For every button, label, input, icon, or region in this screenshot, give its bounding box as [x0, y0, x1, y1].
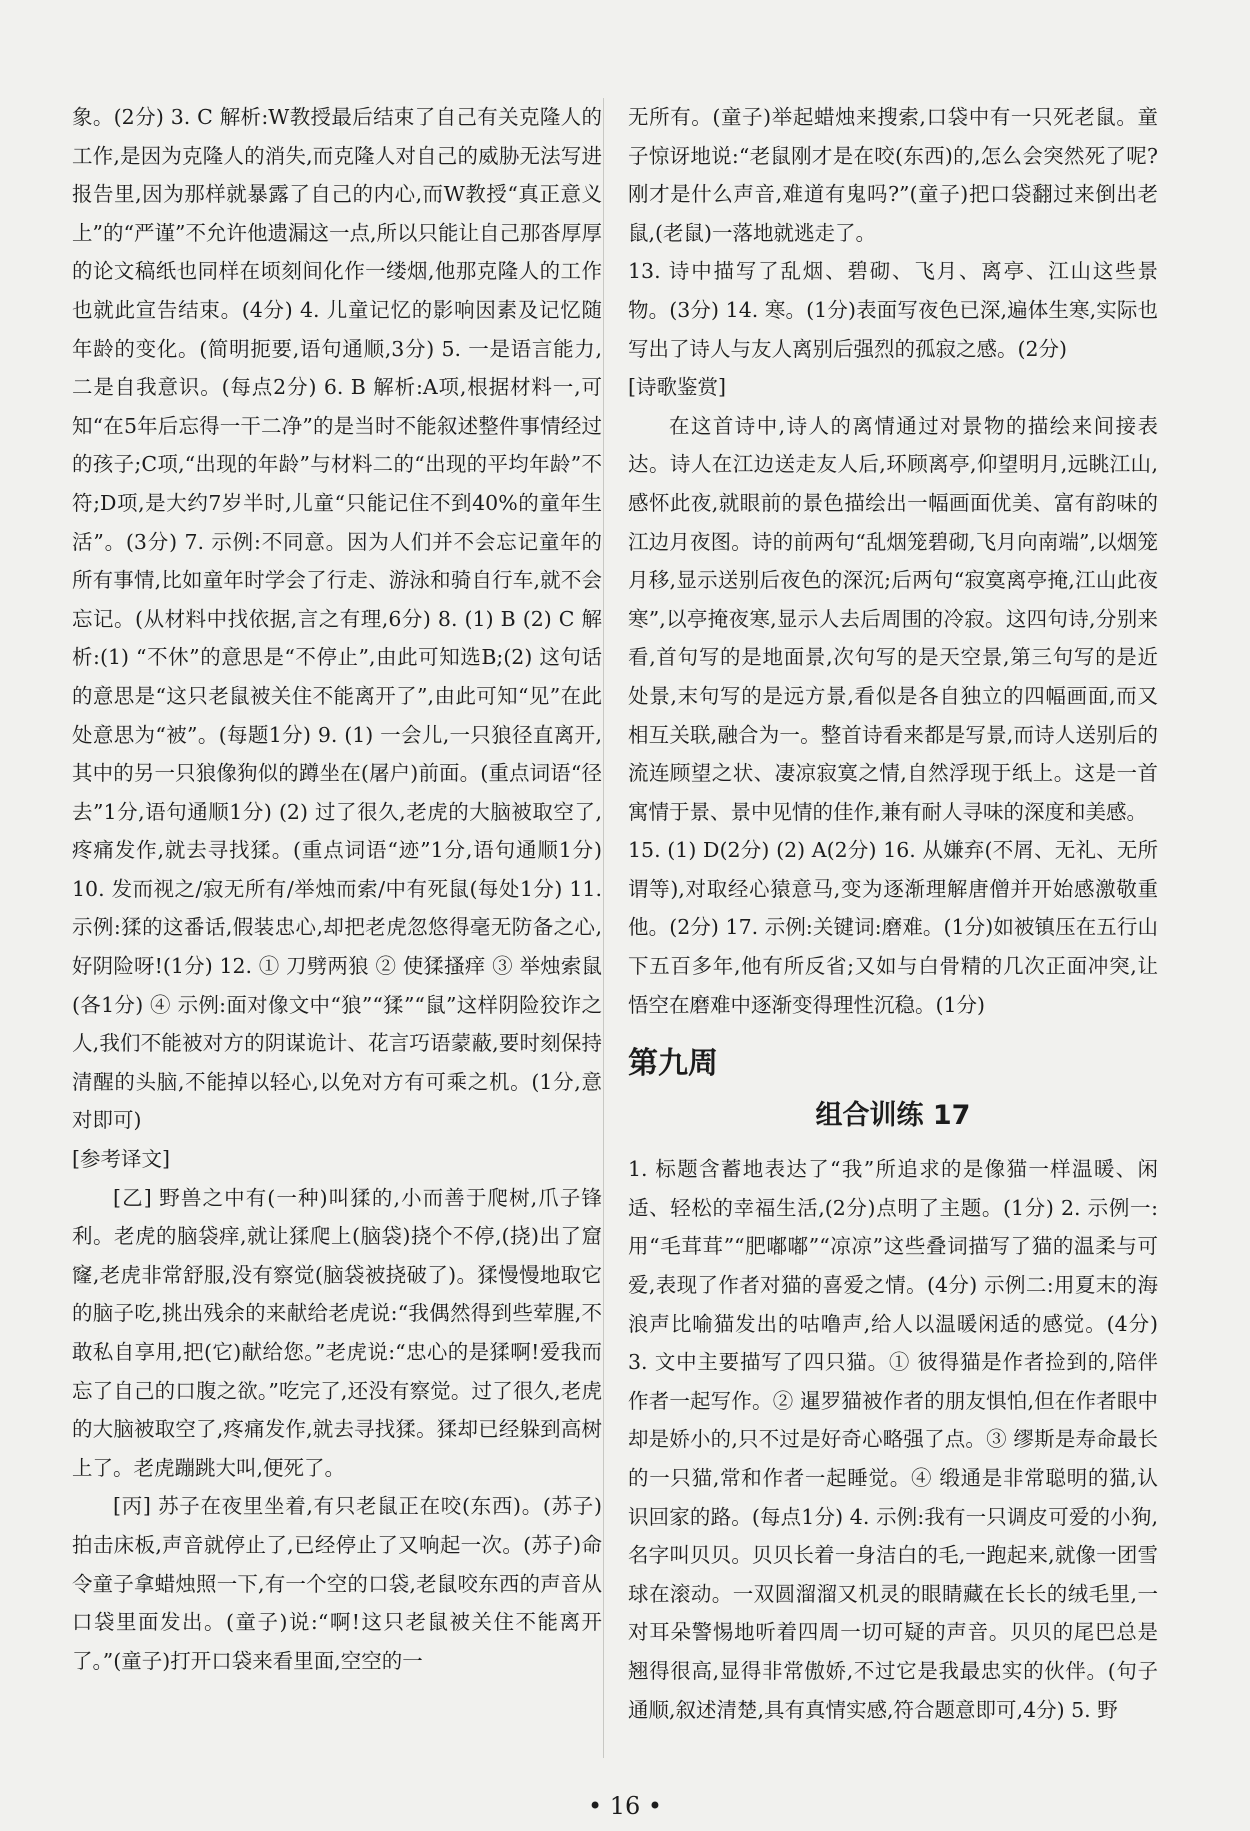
- answers-15-17: 15. (1) D(2分) (2) A(2分) 16. 从嫌弃(不屑、无礼、无所谓等),对取经心猿意马,变为逐渐理解唐僧并开始感激敬重他。(2分) 17. 示例:关键词:磨难。(1分)如被镇压在五行山下五百多年,他有所反省;又如与白骨精的几次正面冲突,让悟空在磨难中逐渐变得理性沉稳。(1分): [628, 838, 1158, 1017]
- week-title: 第九周: [628, 1046, 718, 1082]
- page-number: • 16 •: [587, 1792, 663, 1820]
- translation-c-paragraph: [丙] 苏子在夜里坐着,有只老鼠正在咬(东西)。(苏子)拍击床板,声音就停止了,已经停止了又响起一次。(苏子)命令童子拿蜡烛照一下,有一个空的口袋,老鼠咬东西的声音从口袋里面发出。(童子)说:“啊!这只老鼠被关住不能离开了。”(童子)打开口袋来看里面,空空的一: [72, 1494, 602, 1673]
- translation-c-continued: 无所有。(童子)举起蜡烛来搜索,口袋中有一只死老鼠。童子惊讶地说:“老鼠刚才是在咬(东西)的,怎么会突然死了呢?刚才是什么声音,难道有鬼吗?”(童子)把口袋翻过来倒出老鼠,(老鼠)一落地就逃走了。: [628, 105, 1158, 245]
- poetry-appreciation: 在这首诗中,诗人的离情通过对景物的描绘来间接表达。诗人在江边送走友人后,环顾离亭,仰望明月,远眺江山,感怀此夜,就眼前的景色描绘出一幅画面优美、富有韵味的江边月夜图。诗的前两句“乱烟笼碧砌,飞月向南端”,以烟笼月移,显示送别后夜色的深沉;后两句“寂寞离亭掩,江山此夜寒”,以亭掩夜寒,显示人去后周围的冷寂。这四句诗,分别来看,首句写的是地面景,次句写的是天空景,第三句写的是近处景,末句写的是远方景,看似是各自独立的四幅画面,而又相互关联,融合为一。整首诗看来都是写景,而诗人送别后的流连顾望之状、凄凉寂寞之情,自然浮现于纸上。这是一首寓情于景、景中见情的佳作,兼有耐人寻味的深度和美感。: [628, 413, 1158, 824]
- poetry-label: [诗歌鉴赏]: [628, 375, 726, 400]
- right-column: [628, 98, 1158, 1729]
- answers-13-14: 13. 诗中描写了乱烟、碧砌、飞月、离亭、江山这些景物。(3分) 14. 寒。(1分)表面写夜色已深,遍体生寒,实际也写出了诗人与友人离别后强烈的孤寂之感。(2分): [628, 259, 1158, 361]
- translation-label: [参考译文]: [72, 1147, 170, 1172]
- answers-paragraph: 象。(2分) 3. C 解析:W教授最后结束了自己有关克隆人的工作,是因为克隆人的消失,而克隆人对自己的威胁无法写进报告里,因为那样就暴露了自己的内心,而W教授“真正意义上”的“严谨”不允许他遗漏这一点,所以只能让自己那沓厚厚的论文稿纸也同样在顷刻间化作一缕烟,他那克隆人的工作也就此宣告结束。(4分) 4. 儿童记忆的影响因素及记忆随年龄的变化。(简明扼要,语句通顺,3分) 5. 一是语言能力,二是自我意识。(每点2分) 6. B 解析:A项,根据材料一,可知“在5年后忘得一干二净”的是当时不能叙述整件事情经过的孩子;C项,“出现的年龄”与材料二的“出现的平均年龄”不符;D项,是大约7岁半时,儿童“只能记住不到40%的童年生活”。(3分) 7. 示例:不同意。因为人们并不会忘记童年的所有事情,比如童年时学会了行走、游泳和骑自行车,就不会忘记。(从材料中找依据,言之有理,6分) 8. (1) B (2) C 解析:(1) “不休”的意思是“不停止”,由此可知选B;(2) 这句话的意思是“这只老鼠被关住不能离开了”,由此可知“见”在此处意思为“被”。(每题1分) 9. (1) 一会儿,一只狼径直离开,其中的另一只狼像狗似的蹲坐在(屠户)前面。(重点词语“径去”1分,语句通顺1分) (2) 过了很久,老虎的大脑被取空了,疼痛发作,就去寻找猱。(重点词语“迹”1分,语句通顺1分) 10. 发而视之/寂无所有/举烛而索/中有死鼠(每处1分) 11. 示例:猱的这番话,假装忠心,却把老虎忽悠得毫无防备之心,好阴险呀!(1分) 12. ① 刀劈两狼 ② 使猱搔痒 ③ 举烛索鼠(各1分) ④ 示例:面对像文中“狼”“猱”“鼠”这样阴险狡诈之人,我们不能被对方的阴谋诡计、花言巧语蒙蔽,要时刻保持清醒的头脑,不能掉以轻心,以免对方有可乘之机。(1分,意对即可): [72, 105, 602, 1133]
- left-column: [72, 98, 602, 1680]
- unit-title: 组合训练 17: [815, 1100, 971, 1132]
- column-divider: [603, 98, 604, 1758]
- translation-b-paragraph: [乙] 野兽之中有(一种)叫猱的,小而善于爬树,爪子锋利。老虎的脑袋痒,就让猱爬上(脑袋)挠个不停,(挠)出了窟窿,老虎非常舒服,没有察觉(脑袋被挠破了)。猱慢慢地取它的脑子吃,挑出残余的来献给老虎说:“我偶然得到些荤腥,不敢私自享用,把(它)献给您。”老虎说:“忠心的是猱啊!爱我而忘了自己的口腹之欲。”吃完了,还没有察觉。过了很久,老虎的大脑被取空了,疼痛发作,就去寻找猱。猱却已经躲到高树上了。老虎蹦跳大叫,便死了。: [72, 1185, 602, 1480]
- unit-answers: 1. 标题含蓄地表达了“我”所追求的是像猫一样温暖、闲适、轻松的幸福生活,(2分)点明了主题。(1分) 2. 示例一:用“毛茸茸”“肥嘟嘟”“凉凉”这些叠词描写了猫的温柔与可爱,表现了作者对猫的喜爱之情。(4分) 示例二:用夏末的海浪声比喻猫发出的咕噜声,给人以温暖闲适的感觉。(4分) 3. 文中主要描写了四只猫。① 彼得猫是作者捡到的,陪伴作者一起写作。② 暹罗猫被作者的朋友惧怕,但在作者眼中却是娇小的,只不过是好奇心略强了点。③ 缪斯是寿命最长的一只猫,常和作者一起睡觉。④ 缎通是非常聪明的猫,认识回家的路。(每点1分) 4. 示例:我有一只调皮可爱的小狗,名字叫贝贝。贝贝长着一身洁白的毛,一跑起来,就像一团雪球在滚动。一双圆溜溜又机灵的眼睛藏在长长的绒毛里,一对耳朵警惕地听着四周一切可疑的声音。贝贝的尾巴总是翘得很高,显得非常傲娇,不过它是我最忠实的伙伴。(句子通顺,叙述清楚,具有真情实感,符合题意即可,4分) 5. 野: [628, 1157, 1158, 1722]
